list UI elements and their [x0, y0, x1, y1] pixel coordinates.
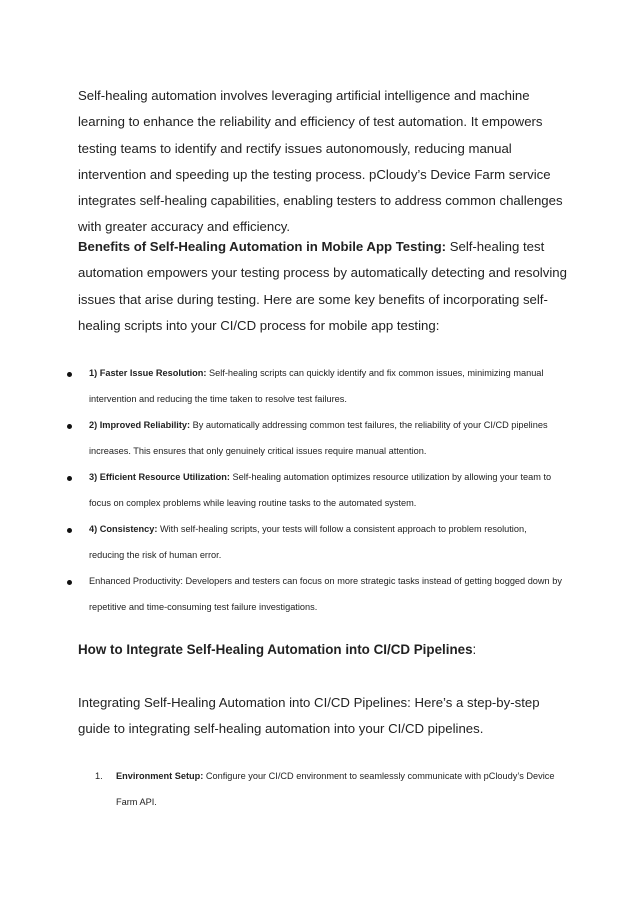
list-item-bold: 3) Efficient Resource Utilization: — [89, 472, 230, 482]
intro-paragraph — [78, 83, 578, 241]
step-text — [116, 763, 556, 815]
integration-heading-colon: : — [472, 642, 477, 657]
integration-heading — [78, 642, 476, 657]
integration-heading-text: How to Integrate Self-Healing Automation into CI/CD Pipelines — [78, 642, 473, 657]
list-item-bold: 2) Improved Reliability: — [89, 420, 191, 430]
step-bold: Environment Setup: — [116, 771, 204, 781]
list-item-text — [89, 516, 564, 568]
list-item-body: With self-healing scripts, your tests will follow a consistent approach to problem resolution, reducing the risk of human error. — [89, 524, 527, 561]
step-number: 1. — [95, 771, 103, 781]
bullet-icon — [67, 372, 72, 377]
integration-paragraph — [78, 690, 558, 743]
list-item-body: By automatically addressing common test failures, the reliability of your CI/CD pipelines increases. This ensures that only genuinely critical issues require manual attention. — [89, 420, 548, 457]
list-item-text — [89, 412, 564, 464]
list-item-text — [89, 360, 564, 412]
list-item-bold: 4) Consistency: — [89, 524, 158, 534]
list-item-body: Self-healing automation optimizes resource utilization by allowing your team to focus on complex problems while leaving routine tasks to the automated system. — [89, 472, 552, 509]
list-item-body: Enhanced Productivity: Developers and testers can focus on more strategic tasks instead of getting bogged down by repetitive and time-consuming test failure investigations. — [89, 576, 562, 613]
integration-text: Integrating Self-Healing Automation into CI/CD Pipelines: Here’s a step-by-step guide to integrating self-healing automation into your CI/CD pipelines. — [78, 695, 540, 737]
bullet-icon — [67, 580, 72, 585]
list-item-bold: 1) Faster Issue Resolution: — [89, 368, 207, 378]
bullet-icon — [67, 476, 72, 481]
intro-text: Self-healing automation involves leveraging artificial intelligence and machine learning to enhance the reliability and efficiency of test automation. It empowers testing teams to identify and rectify issues autonomously, reducing manual intervention and speeding up the testing process. pCloudy’s Device Farm service integrates self-healing capabilities, enabling testers to address common challenges with greater accuracy and efficiency. — [78, 88, 563, 235]
list-item-text — [89, 568, 564, 620]
bullet-icon — [67, 424, 72, 429]
bullet-icon — [67, 528, 72, 533]
step-body: Configure your CI/CD environment to seamlessly communicate with pCloudy’s Device Farm API. — [116, 771, 555, 808]
list-item-text — [89, 464, 564, 516]
benefits-intro-paragraph — [78, 234, 578, 339]
list-item-body: Self-healing scripts can quickly identify and fix common issues, minimizing manual intervention and reducing the time taken to resolve test failures. — [89, 368, 544, 405]
benefits-intro-text: Self-healing test automation empowers your testing process by automatically detecting and resolving issues that arise during testing. Here are some key benefits of incorporating self-healing scripts into your CI/CD process for mobile app testing: — [78, 239, 567, 333]
benefits-intro-heading: Benefits of Self-Healing Automation in Mobile App Testing: — [78, 239, 447, 254]
